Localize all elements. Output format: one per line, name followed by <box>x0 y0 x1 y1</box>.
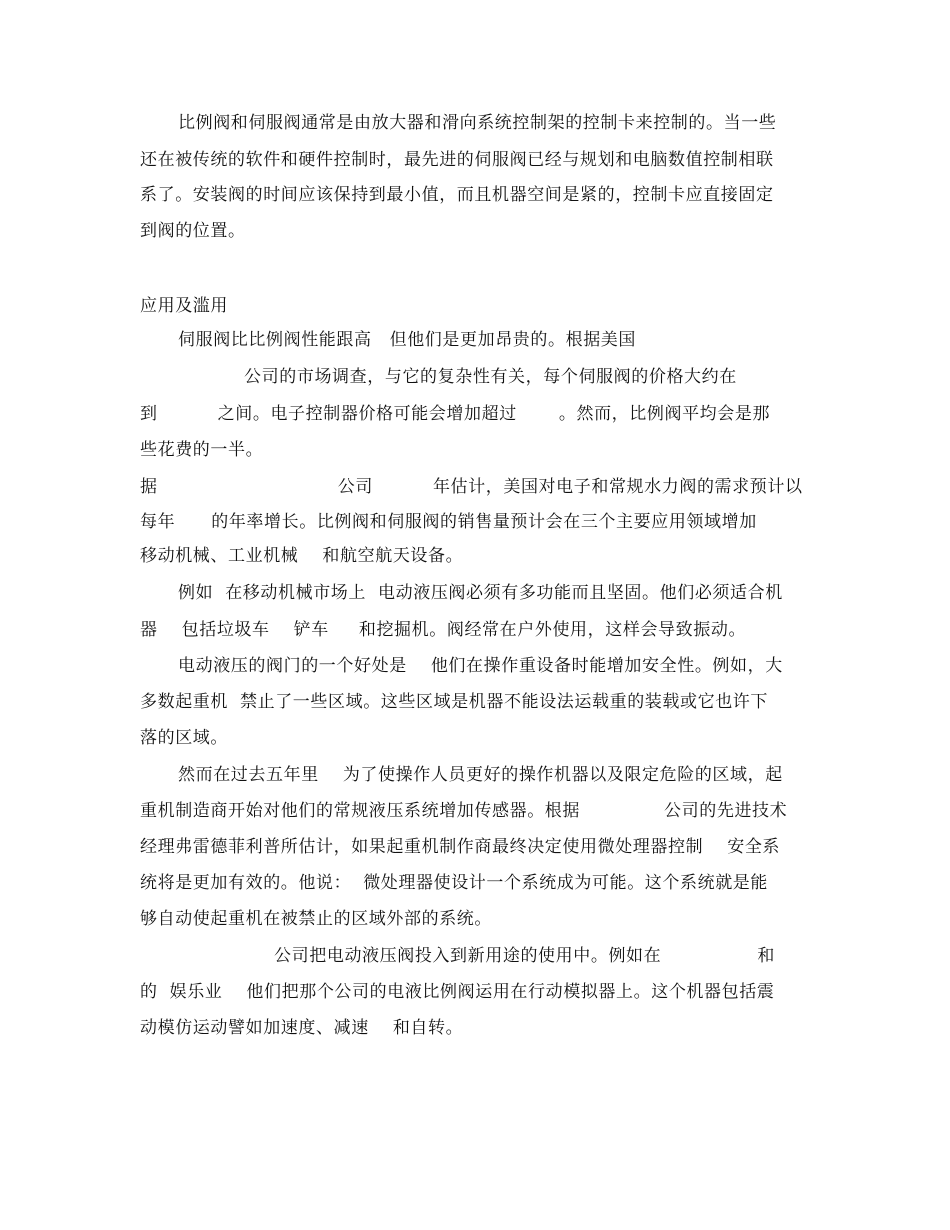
paragraph-line: 伺服阀比比例阀性能跟高 但他们是更加昂贵的。根据美国 <box>178 330 637 350</box>
paragraph-line: 还在被传统的软件和硬件控制时，最先进的伺服阀已经与规划和电脑数值控制相联 <box>140 150 774 170</box>
paragraph-line: 例如 在移动机械市场上 电动液压阀必须有多功能而且坚固。他们必须适合机 <box>178 583 783 603</box>
paragraph-line: 经理弗雷德菲利普所估计，如果起重机制作商最终决定使用微处理器控制 安全系 <box>140 837 781 857</box>
paragraph-line: 到阀的位置。 <box>140 221 246 241</box>
paragraph-line: 据 公司 年估计，美国对电子和常规水力阀的需求预计以 <box>140 477 803 497</box>
paragraph-line: 比例阀和伺服阀通常是由放大器和滑向系统控制架的控制卡来控制的。当一些 <box>178 113 777 133</box>
paragraph-line: 移动机械、工业机械 和航空航天设备。 <box>140 546 464 566</box>
paragraph-line: 些花费的一半。 <box>140 440 264 460</box>
paragraph-line: 电动液压的阀门的一个好处是 他们在操作重设备时能增加安全性。例如，大 <box>178 656 783 676</box>
paragraph-line: 多数起重机 禁止了一些区域。这些区域是机器不能设法运载重的装载或它也许下 <box>140 692 769 712</box>
section-heading: 应用及滥用 <box>140 296 228 316</box>
paragraph-line: 落的区域。 <box>140 728 228 748</box>
paragraph-line: 统将是更加有效的。他说： 微处理器使设计一个系统成为可能。这个系统就是能 <box>140 873 769 893</box>
paragraph-line: 动模仿运动譬如加速度、减速 和自转。 <box>140 1018 464 1038</box>
paragraph-line: 然而在过去五年里 为了使操作人员更好的操作机器以及限定危险的区域，起 <box>178 765 783 785</box>
paragraph-line: 器 包括垃圾车 铲车 和挖掘机。阀经常在户外使用，这样会导致振动。 <box>140 620 747 640</box>
paragraph-line: 每年 的年率增长。比例阀和伺服阀的销售量预计会在三个主要应用领域增加 <box>140 512 757 532</box>
paragraph-line: 公司把电动液压阀投入到新用途的使用中。例如在 和 <box>178 946 775 966</box>
paragraph-line: 重机制造商开始对他们的常规液压系统增加传感器。根据 公司的先进技术 <box>140 801 788 821</box>
paragraph-line: 够自动使起重机在被禁止的区域外部的系统。 <box>140 909 492 929</box>
paragraph-line: 到 之间。电子控制器价格可能会增加超过 。然而，比例阀平均会是那 <box>140 404 771 424</box>
paragraph-line: 的 娱乐业 他们把那个公司的电液比例阀运用在行动模拟器上。这个机器包括震 <box>140 982 775 1002</box>
paragraph-line: 公司的市场调查，与它的复杂性有关，每个伺服阀的价格大约在 <box>178 367 737 387</box>
paragraph-line: 系了。安装阀的时间应该保持到最小值，而且机器空间是紧的，控制卡应直接固定 <box>140 185 774 205</box>
